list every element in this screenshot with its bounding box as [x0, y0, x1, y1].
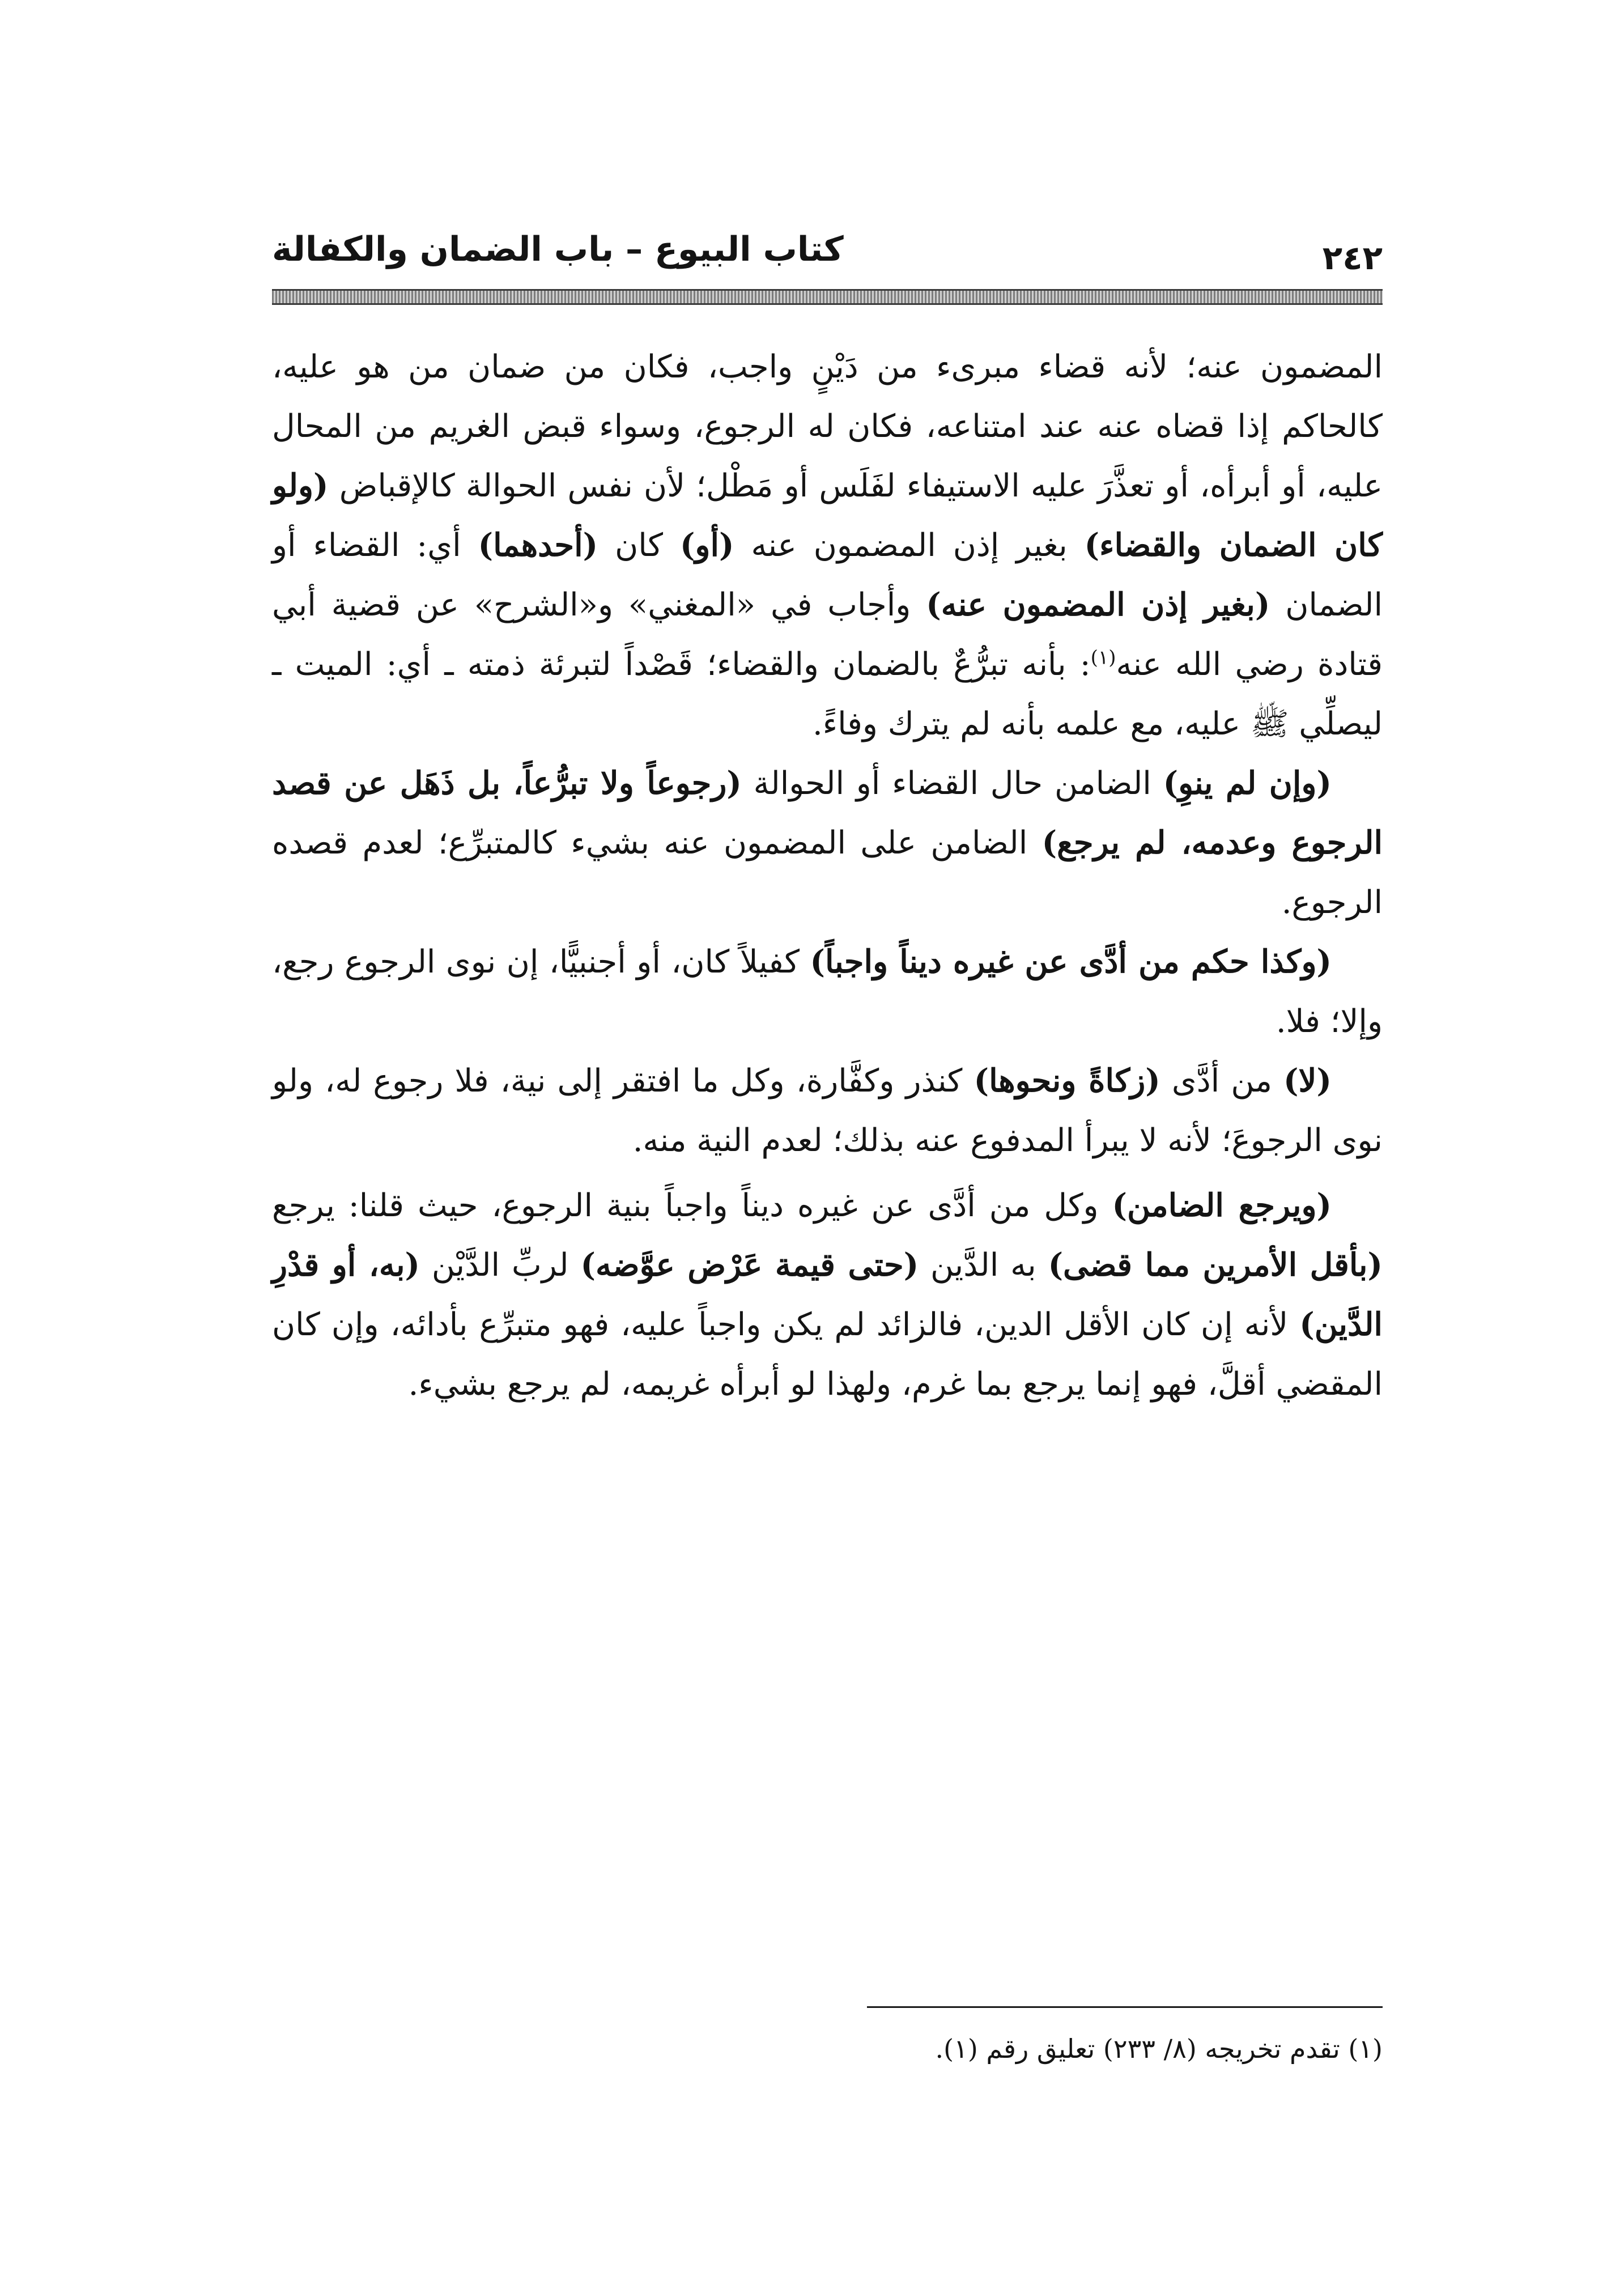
commentary-text: من أدَّى [1160, 1063, 1284, 1099]
page-number: ٢٤٢ [1322, 239, 1383, 277]
commentary-text: الضامن حال القضاء أو الحوالة [741, 765, 1163, 802]
matn-text: (ويرجع الضامن) [1112, 1187, 1332, 1224]
main-text [272, 337, 1383, 1414]
footnote-ref: (١) [1090, 646, 1116, 669]
footnote-separator [867, 2006, 1383, 2008]
commentary-text: كفيلاً كان، أو أجنبيًّا، إن نوى الرجوع رجع، وإلا؛ فلا. [272, 944, 1383, 1040]
matn-text: (رجوعاً ولا تبرُّعاً، بل ذَهَل عن قصد الرجوع وعدمه، لم يرجع) [272, 765, 1383, 861]
matn-text: (به، أو قدْرِ الدَّين) [272, 1246, 1383, 1343]
commentary-text: كان [598, 527, 680, 564]
matn-text: (وكذا حكم من أدَّى عن غيره ديناً واجباً) [810, 943, 1332, 980]
commentary-text: لأنه إن كان الأقل الدين، فالزائد لم يكن واجباً عليه، فهو متبرِّع بأدائه، وإن كان المقضي أقلَّ، فهو إنما يرجع بما غرم، ولهذا لو أبرأه غريمه، لم يرجع بشيء. [272, 1306, 1383, 1403]
matn-text: (بأقل الأمرين مما قضى) [1048, 1246, 1383, 1284]
commentary-text: وأجاب في «المغني» و«الشرح» عن قضية أبي قتادة رضي الله عنه [272, 587, 1383, 683]
commentary-text: أي: القضاء أو الضمان [272, 527, 1383, 623]
matn-text: (زكاةً ونحوها) [973, 1062, 1160, 1099]
commentary-text: كنذر وكفَّارة، وكل ما افتقر إلى نية، فلا رجوع له، ولو نوى الرجوعَ؛ لأنه لا يبرأ المدفوع عنه بذلك؛ لعدم النية منه. [272, 1063, 1383, 1159]
matn-text: (بغير إذن المضمون عنه) [926, 586, 1270, 623]
footnote-1: (١) تقدم تخريجه (٨/ ٢٣٣) تعليق رقم (١). [935, 2033, 1383, 2064]
header-rule [272, 289, 1383, 305]
commentary-text: به الدَّين [919, 1247, 1048, 1284]
matn-text: (أو) [679, 526, 734, 564]
running-title: كتاب البيوع – باب الضمان والكفالة [272, 230, 844, 269]
matn-text: (أحدهما) [478, 526, 598, 564]
page-header [272, 224, 1383, 281]
commentary-text: المضمون عنه؛ لأنه قضاء مبرىء من دَيْنٍ واجب، فكان من ضمان من هو عليه، كالحاكم إذا قضاه عنه عند امتناعه، فكان له الرجوع، وسواء قبض الغريم من المحال عليه، أو أبرأه، أو تعذَّرَ عليه الاستيفاء لفَلَس أو مَطْل؛ لأن نفس الحوالة كالإقباض [272, 349, 1383, 504]
commentary-text: بغير إذن المضمون عنه [734, 527, 1085, 564]
paragraph-5 [272, 1176, 1383, 1414]
commentary-text: وكل من أدَّى عن غيره ديناً واجباً بنية الرجوع، حيث قلنا: يرجع [272, 1187, 1112, 1224]
paragraph-4 [272, 1051, 1383, 1170]
paragraph-2 [272, 754, 1383, 932]
commentary-text: : بأنه تبرُّعٌ بالضمان والقضاء؛ قَصْداً لتبرئة ذمته ـ أي: الميت ـ ليصلِّي ﷺ عليه، مع علمه بأنه لم يترك وفاءً. [272, 646, 1383, 742]
paragraph-1 [272, 337, 1383, 754]
commentary-text: الضامن على المضمون عنه بشيء كالمتبرِّع؛ لعدم قصده الرجوع. [272, 825, 1383, 921]
paragraph-3 [272, 932, 1383, 1051]
matn-text: (حتى قيمة عَرْض عوَّضه) [580, 1246, 919, 1284]
matn-text: (وإن لم ينوِ) [1163, 765, 1332, 802]
matn-text: (لا) [1283, 1062, 1332, 1099]
commentary-text: لربِّ الدَّيْن [420, 1247, 581, 1284]
matn-text: (ولو كان الضمان والقضاء) [272, 467, 1383, 564]
